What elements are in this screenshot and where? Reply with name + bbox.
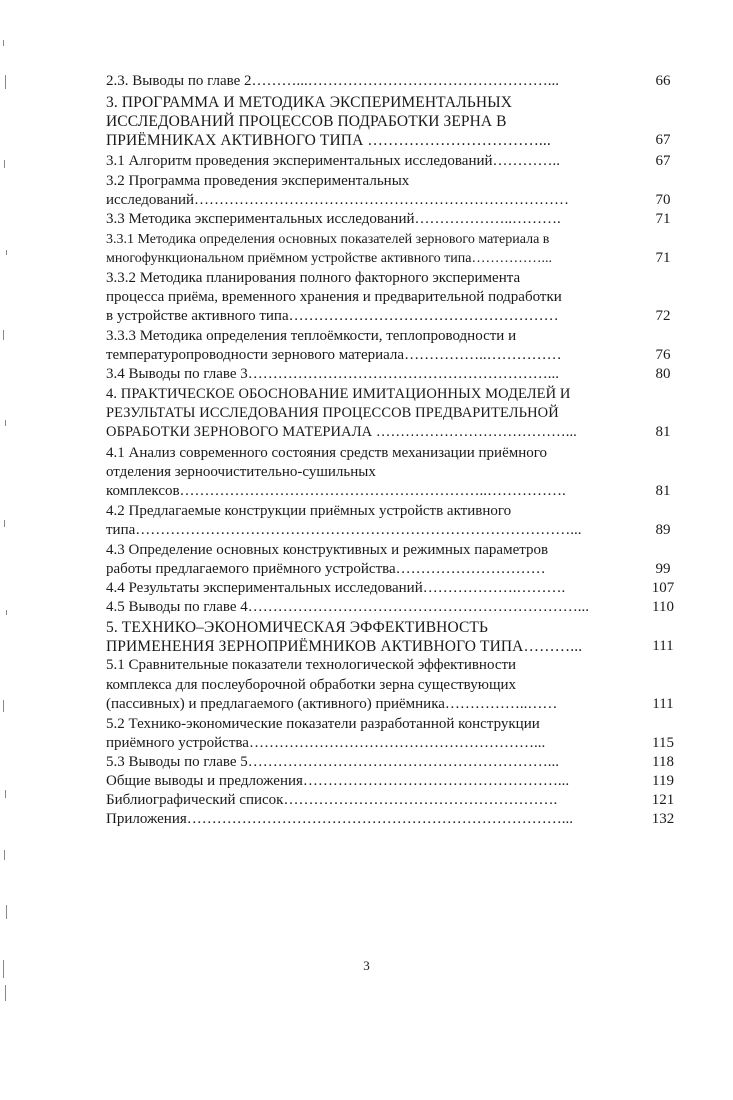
toc-chapter-3-line-1[interactable]: 3. ПРОГРАММА И МЕТОДИКА ЭКСПЕРИМЕНТАЛЬНЫХ xyxy=(106,94,513,111)
toc-entry-4-4[interactable]: 4.4 Результаты экспериментальных исследований……………….………. xyxy=(106,580,566,596)
toc-page-conclusions: 119 xyxy=(652,773,674,789)
toc-entry-2-3[interactable]: 2.3. Выводы по главе 2………...…………………………………………... xyxy=(106,73,560,89)
toc-entry-4-1-line-2[interactable]: отделения зерноочистительно-сушильных xyxy=(106,464,376,480)
toc-chapter-3-line-3[interactable]: ПРИЁМНИКАХ АКТИВНОГО ТИПА ……………………………... xyxy=(106,132,551,149)
toc-entry-4-2-line-1[interactable]: 4.2 Предлагаемые конструкции приёмных устройств активного xyxy=(106,503,512,519)
toc-entry-4-1-line-1[interactable]: 4.1 Анализ современного состояния средств механизации приёмного xyxy=(106,445,548,461)
toc-entry-5-2-line-2[interactable]: приёмного устройства…………………………………………………... xyxy=(106,735,546,751)
toc-page-5-3: 118 xyxy=(652,754,674,770)
toc-page-appendices: 132 xyxy=(651,811,675,827)
toc-entry-3-3-2-line-2[interactable]: процесса приёма, временного хранения и предварительной подработки xyxy=(106,289,562,305)
toc-page-5-1: 111 xyxy=(652,696,674,712)
toc-entry-3-3-1-line-2[interactable]: многофункциональном приёмном устройстве активного типа……………... xyxy=(106,251,552,266)
toc-entry-4-3-line-2[interactable]: работы предлагаемого приёмного устройства………………………… xyxy=(106,561,546,577)
toc-chapter-3-line-2[interactable]: ИССЛЕДОВАНИЙ ПРОЦЕССОВ ПОДРАБОТКИ ЗЕРНА В xyxy=(106,113,507,130)
toc-entry-5-3[interactable]: 5.3 Выводы по главе 5……………………………………………………... xyxy=(106,754,560,770)
toc-entry-conclusions[interactable]: Общие выводы и предложения……………………………………………... xyxy=(106,773,570,789)
toc-page-chapter-5: 111 xyxy=(652,638,674,654)
scan-margin-artifacts xyxy=(0,0,14,1100)
toc-entry-3-3-3-line-2[interactable]: температуропроводности зернового материала……………..…………… xyxy=(106,347,562,363)
toc-entry-4-3-line-1[interactable]: 4.3 Определение основных конструктивных и режимных параметров xyxy=(106,542,549,558)
toc-page-4-5: 110 xyxy=(652,599,674,615)
toc-entry-3-3-1-line-1[interactable]: 3.3.1 Методика определения основных показателей зернового материала в xyxy=(106,232,550,247)
toc-entry-3-3[interactable]: 3.3 Методика экспериментальных исследований………………..………. xyxy=(106,211,561,227)
toc-entry-3-3-3-line-1[interactable]: 3.3.3 Методика определения теплоёмкости, теплопроводности и xyxy=(106,328,517,344)
page-number: 3 xyxy=(363,958,370,973)
toc-entry-5-1-line-3[interactable]: (пассивных) и предлагаемого (активного) приёмника……………..…… xyxy=(106,696,558,712)
toc-page-3-4: 80 xyxy=(655,366,671,382)
toc-chapter-5-line-1[interactable]: 5. ТЕХНИКО–ЭКОНОМИЧЕСКАЯ ЭФФЕКТИВНОСТЬ xyxy=(106,619,488,636)
toc-chapter-4-line-3[interactable]: ОБРАБОТКИ ЗЕРНОВОГО МАТЕРИАЛА …………………………………... xyxy=(106,424,577,440)
toc-entry-bibliography[interactable]: Библиографический список………………………………………………. xyxy=(106,792,558,808)
toc-page-5-2: 115 xyxy=(652,735,674,751)
toc-entry-3-1[interactable]: 3.1 Алгоритм проведения экспериментальных исследований………….. xyxy=(106,153,561,169)
toc-page-3-2: 70 xyxy=(655,192,671,208)
toc-entry-5-1-line-2[interactable]: комплекса для послеуборочной обработки зерна существующих xyxy=(106,677,517,693)
toc-entry-3-3-2-line-1[interactable]: 3.3.2 Методика планирования полного факторного эксперимента xyxy=(106,270,521,286)
toc-entry-3-3-2-line-3[interactable]: в устройстве активного типа……………………………………………… xyxy=(106,308,559,324)
toc-page-4-3: 99 xyxy=(655,561,671,577)
toc-entry-4-2-line-2[interactable]: типа……………………………………………………………………………... xyxy=(106,522,582,538)
toc-chapter-4-line-2[interactable]: РЕЗУЛЬТАТЫ ИССЛЕДОВАНИЯ ПРОЦЕССОВ ПРЕДВАРИТЕЛЬНОЙ xyxy=(106,405,559,421)
toc-page-4-4: 107 xyxy=(651,580,675,596)
toc-page-4-2: 89 xyxy=(655,522,671,538)
toc-entry-5-1-line-1[interactable]: 5.1 Сравнительные показатели технологической эффективности xyxy=(106,657,517,673)
toc-page-3-3-2: 72 xyxy=(655,308,671,324)
toc-page-chapter-3: 67 xyxy=(655,132,671,148)
toc-page-3-3-3: 76 xyxy=(655,347,671,363)
toc-page-3-3: 71 xyxy=(655,211,671,227)
toc-entry-appendices[interactable]: Приложения…………………………………………………………………... xyxy=(106,811,573,827)
toc-chapter-5-line-2[interactable]: ПРИМЕНЕНИЯ ЗЕРНОПРИЁМНИКОВ АКТИВНОГО ТИПА………... xyxy=(106,638,583,655)
toc-page-4-1: 81 xyxy=(655,483,671,499)
toc-page-2-3: 66 xyxy=(655,73,671,89)
toc-page-chapter-4: 81 xyxy=(655,424,671,440)
toc-entry-3-4[interactable]: 3.4 Выводы по главе 3……………………………………………………... xyxy=(106,366,560,382)
toc-entry-3-2-line-1[interactable]: 3.2 Программа проведения экспериментальных xyxy=(106,173,410,189)
toc-page-3-1: 67 xyxy=(655,153,671,169)
toc-chapter-4-line-1[interactable]: 4. ПРАКТИЧЕСКОЕ ОБОСНОВАНИЕ ИМИТАЦИОННЫХ МОДЕЛЕЙ И xyxy=(106,386,571,402)
toc-entry-4-5[interactable]: 4.5 Выводы по главе 4…………………………………………………………... xyxy=(106,599,590,615)
toc-page-3-3-1: 71 xyxy=(655,250,671,266)
toc-entry-4-1-line-3[interactable]: комплексов……………………………………………………..……………. xyxy=(106,483,566,499)
toc-page-bibliography: 121 xyxy=(651,792,675,808)
toc-entry-3-2-line-2[interactable]: исследований………………………………………………………………… xyxy=(106,192,570,208)
toc-entry-5-2-line-1[interactable]: 5.2 Технико-экономические показатели разработанной конструкции xyxy=(106,716,540,732)
